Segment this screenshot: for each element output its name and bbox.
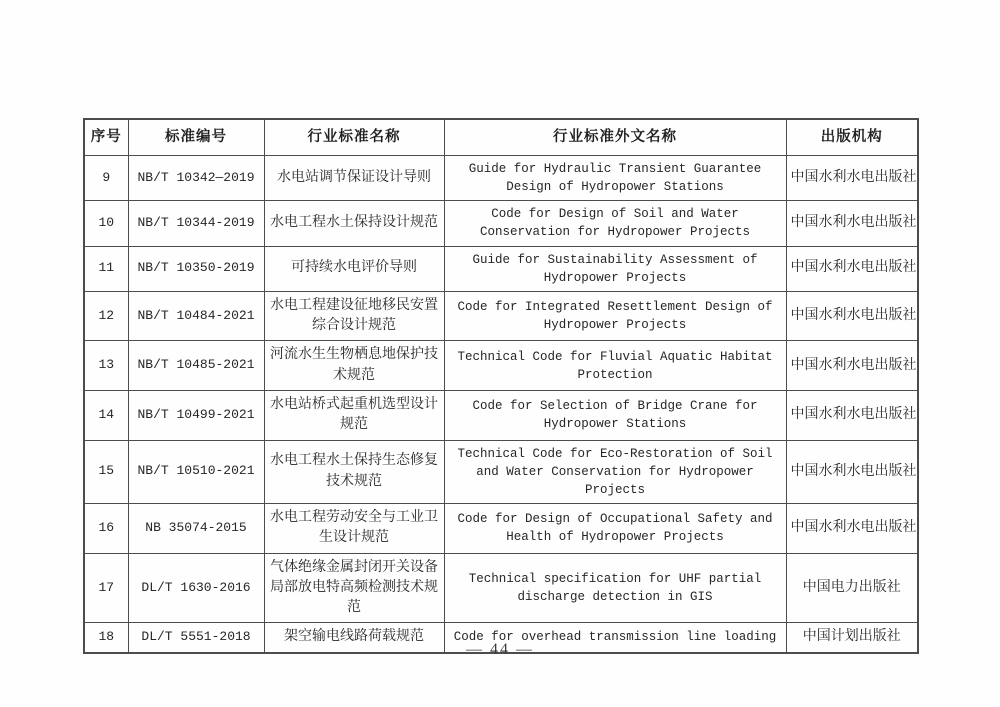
cell-standard-name-cn: 水电站桥式起重机选型设计规范 <box>264 390 444 440</box>
cell-standard-name-en: Technical Code for Fluvial Aquatic Habitat Protection <box>444 341 786 391</box>
cell-standard-name-cn: 水电站调节保证设计导则 <box>264 156 444 201</box>
cell-publisher: 中国水利水电出版社 <box>786 156 918 201</box>
cell-serial-number: 16 <box>84 503 128 553</box>
page-number: — 44 — <box>466 641 534 658</box>
cell-serial-number: 17 <box>84 553 128 623</box>
cell-publisher: 中国水利水电出版社 <box>786 201 918 246</box>
cell-standard-code: NB/T 10342—2019 <box>128 156 264 201</box>
table-body <box>84 156 918 653</box>
cell-standard-name-en: Guide for Sustainability Assessment of Hydropower Projects <box>444 246 786 291</box>
cell-standard-name-en: Code for Design of Soil and Water Conservation for Hydropower Projects <box>444 201 786 246</box>
cell-standard-code: NB/T 10499-2021 <box>128 390 264 440</box>
cell-serial-number: 13 <box>84 341 128 391</box>
table-row <box>84 201 918 246</box>
cell-standard-code: NB/T 10484-2021 <box>128 291 264 341</box>
cell-standard-name-cn: 气体绝缘金属封闭开关设备局部放电特高频检测技术规范 <box>264 553 444 623</box>
table-row <box>84 503 918 553</box>
cell-standard-code: DL/T 1630-2016 <box>128 553 264 623</box>
cell-standard-name-cn: 河流水生生物栖息地保护技术规范 <box>264 341 444 391</box>
cell-serial-number: 12 <box>84 291 128 341</box>
cell-publisher: 中国电力出版社 <box>786 553 918 623</box>
standards-table <box>83 118 919 654</box>
cell-standard-name-en: Code for Integrated Resettlement Design of Hydropower Projects <box>444 291 786 341</box>
cell-standard-name-cn: 可持续水电评价导则 <box>264 246 444 291</box>
cell-standard-name-en: Guide for Hydraulic Transient Guarantee Design of Hydropower Stations <box>444 156 786 201</box>
cell-standard-name-en: Technical specification for UHF partial discharge detection in GIS <box>444 553 786 623</box>
table-row <box>84 440 918 503</box>
cell-standard-name-cn: 架空输电线路荷载规范 <box>264 623 444 653</box>
cell-serial-number: 10 <box>84 201 128 246</box>
table-row <box>84 341 918 391</box>
header-serial-number: 序号 <box>84 119 128 156</box>
table-row <box>84 246 918 291</box>
cell-serial-number: 18 <box>84 623 128 653</box>
cell-standard-code: DL/T 5551-2018 <box>128 623 264 653</box>
header-standard-code: 标准编号 <box>128 119 264 156</box>
table-header-row <box>84 119 918 156</box>
cell-serial-number: 11 <box>84 246 128 291</box>
cell-standard-name-cn: 水电工程建设征地移民安置综合设计规范 <box>264 291 444 341</box>
cell-publisher: 中国水利水电出版社 <box>786 503 918 553</box>
cell-standard-name-en: Code for Selection of Bridge Crane for Hydropower Stations <box>444 390 786 440</box>
cell-standard-code: NB/T 10344-2019 <box>128 201 264 246</box>
table-row <box>84 291 918 341</box>
cell-standard-code: NB/T 10510-2021 <box>128 440 264 503</box>
cell-standard-code: NB 35074-2015 <box>128 503 264 553</box>
cell-serial-number: 15 <box>84 440 128 503</box>
cell-standard-name-cn: 水电工程水土保持生态修复技术规范 <box>264 440 444 503</box>
cell-serial-number: 14 <box>84 390 128 440</box>
cell-standard-name-en: Technical Code for Eco-Restoration of Soil and Water Conservation for Hydropower Projects <box>444 440 786 503</box>
table-row <box>84 156 918 201</box>
cell-standard-name-en: Code for Design of Occupational Safety and Health of Hydropower Projects <box>444 503 786 553</box>
header-publisher: 出版机构 <box>786 119 918 156</box>
cell-publisher: 中国水利水电出版社 <box>786 440 918 503</box>
cell-serial-number: 9 <box>84 156 128 201</box>
table-row <box>84 390 918 440</box>
cell-standard-name-cn: 水电工程水土保持设计规范 <box>264 201 444 246</box>
cell-publisher: 中国计划出版社 <box>786 623 918 653</box>
cell-publisher: 中国水利水电出版社 <box>786 246 918 291</box>
cell-publisher: 中国水利水电出版社 <box>786 390 918 440</box>
header-standard-name-en: 行业标准外文名称 <box>444 119 786 156</box>
table-row <box>84 553 918 623</box>
header-standard-name-cn: 行业标准名称 <box>264 119 444 156</box>
cell-standard-name-cn: 水电工程劳动安全与工业卫生设计规范 <box>264 503 444 553</box>
cell-publisher: 中国水利水电出版社 <box>786 341 918 391</box>
cell-standard-code: NB/T 10350-2019 <box>128 246 264 291</box>
cell-standard-name-en: Code for overhead transmission line loading <box>444 623 786 653</box>
cell-standard-code: NB/T 10485-2021 <box>128 341 264 391</box>
cell-publisher: 中国水利水电出版社 <box>786 291 918 341</box>
